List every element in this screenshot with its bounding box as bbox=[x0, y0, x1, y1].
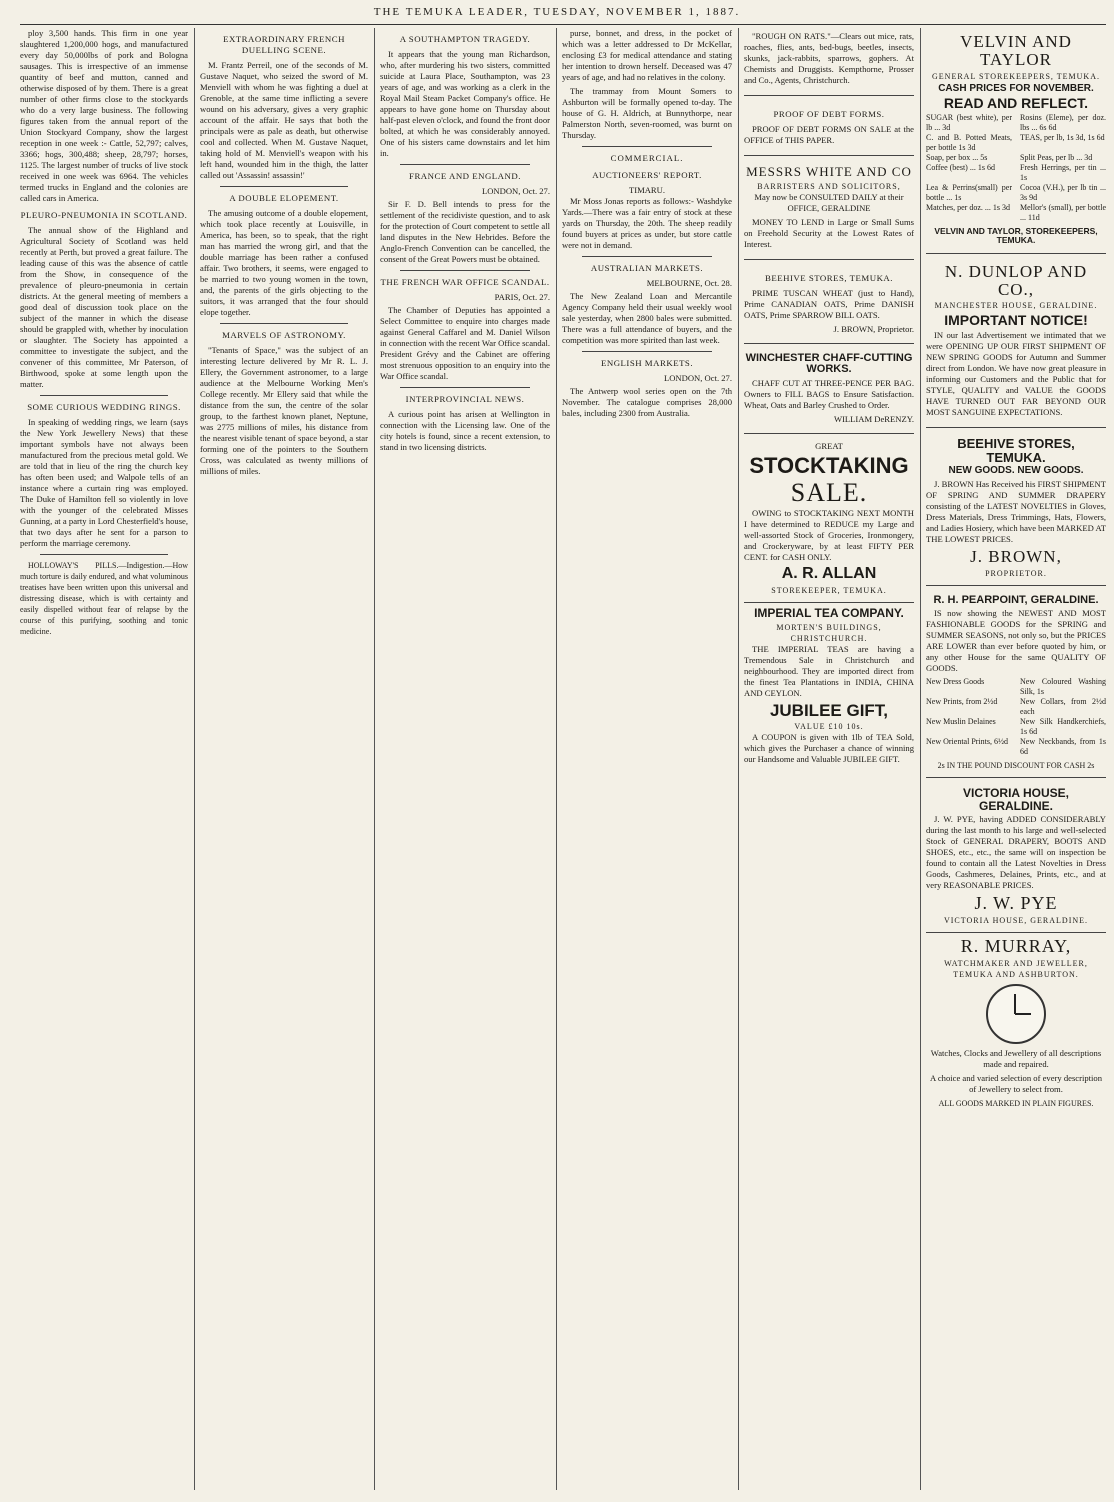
advertisement bbox=[744, 100, 914, 156]
divider bbox=[40, 554, 168, 555]
ad-kicker: GREAT bbox=[815, 440, 843, 451]
column-rule bbox=[920, 28, 921, 1490]
column-rule bbox=[556, 28, 557, 1490]
ad-heading: STOCKTAKING bbox=[749, 452, 909, 478]
ad-heading: J. BROWN, bbox=[970, 546, 1062, 566]
list-item: New Silk Handkerchiefs, 1s 6d bbox=[1020, 717, 1106, 737]
ad-signature: J. BROWN, Proprietor. bbox=[833, 323, 914, 334]
price-item: C. and B. Potted Meats, per bottle 1s 3d bbox=[926, 132, 1012, 152]
ad-text: IS now showing the NEWEST AND MOST FASHIONABLE GOODS for the SPRING and SUMMER SEASONS, not only so, but the PRICES ARE LOWER than ever before quoted by him, or any other House for the same QUALITY OF GOODS. bbox=[926, 608, 1106, 674]
list-item: New Prints, from 2½d bbox=[926, 697, 998, 707]
ad-text: CHAFF CUT AT THREE-PENCE PER BAG. Owners to FILL BAGS to Ensure Satisfaction. Wheat, Oats and Barley Crushed to Order. bbox=[744, 377, 914, 410]
article-heading: FRANCE AND ENGLAND. bbox=[409, 171, 521, 181]
article-heading: INTERPROVINCIAL NEWS. bbox=[405, 394, 525, 404]
column-3 bbox=[380, 28, 550, 1490]
ad-heading: BEEHIVE STORES, TEMUKA. bbox=[765, 272, 893, 283]
article-heading: ENGLISH MARKETS. bbox=[600, 358, 694, 368]
advertisement-holloway: HOLLOWAY'S PILLS.—Indigestion.—How much torture is daily endured, and what voluminous treatises have been written upon this universal and distressing disease, which is with certainty and easily dispelled without fear of relapse by the course of this purifying, soothing and tonic medicine. bbox=[20, 561, 188, 636]
ad-heading: WINCHESTER CHAFF-CUTTING WORKS. bbox=[745, 351, 913, 376]
article-paragraph: The annual show of the Highland and Agricultural Society of Scotland was held recently at Perth, but proved a great failure. The leading cause of this was the absence of cattle from the Show, in consequence of the prevalence of pleuro-pneumonia in certain districts. At the general meeting of members a good deal of discussion took place on the subject of the manner in which the disease should be grappled with, whether by inoculation or slaughter. The Society has appointed a committee to investigate the subject, and the convener of this committee, Mr Paterson, of Birthwood, spoke at some length upon the matter. bbox=[20, 225, 188, 389]
article-heading: A SOUTHAMPTON TRAGEDY. bbox=[399, 34, 531, 44]
divider bbox=[400, 164, 530, 165]
dateline: LONDON, Oct. 27. bbox=[481, 186, 550, 196]
ad-subheading: MANCHESTER HOUSE, GERALDINE. bbox=[934, 301, 1098, 311]
column-1 bbox=[20, 28, 188, 1490]
divider bbox=[582, 146, 712, 147]
ad-subheading: GENERAL STOREKEEPERS, TEMUKA. bbox=[932, 71, 1100, 81]
advertisement bbox=[744, 438, 914, 603]
price-item: Soap, per box ... 5s bbox=[926, 152, 988, 162]
ad-heading: J. W. PYE bbox=[974, 893, 1058, 914]
item-list bbox=[926, 677, 1106, 757]
ad-heading: R. MURRAY, bbox=[960, 936, 1072, 957]
price-item: SUGAR (best white), per lb ... 3d bbox=[926, 112, 1012, 132]
ad-footer: VELVIN AND TAYLOR, STOREKEEPERS, TEMUKA. bbox=[934, 225, 1098, 245]
price-item: Fresh Herrings, per tin ... 1s bbox=[1020, 162, 1106, 182]
ad-footer: 2s IN THE POUND DISCOUNT FOR CASH 2s bbox=[937, 761, 1095, 771]
dateline: PARIS, Oct. 27. bbox=[494, 292, 550, 302]
ad-text: "ROUGH ON RATS."—Clears out mice, rats, roaches, flies, ants, bed-bugs, beetles, insects, skunks, jack-rabbits, sparrows, gophers. At Chemists and Druggists. Kempthorne, Prosser and Co., Agents, Christchurch. bbox=[744, 31, 914, 85]
article-paragraph: "Tenants of Space," was the subject of an interesting lecture delivered by Mr R. L. J. Ellery, the Government astronomer, to a large audience at the Melbourne Working Men's College recently. Mr Ellery said that while the distance from the sun, the centre of the solar group, to the farthest known planet, Neptune, was 2775 millions of miles, his distance from the nearest visible tenant of space beyond, a star forming one of the pointers to the Southern Cross, was calculated as twenty millions of millions of miles. bbox=[200, 345, 368, 476]
price-item: Split Peas, per lb ... 3d bbox=[1020, 152, 1093, 162]
dateline: TIMARU. bbox=[628, 185, 666, 195]
ad-heading: VICTORIA HOUSE, GERALDINE. bbox=[962, 786, 1069, 813]
article-heading: MARVELS OF ASTRONOMY. bbox=[222, 330, 346, 340]
column-6 bbox=[926, 28, 1106, 1490]
article-heading: AUSTRALIAN MARKETS. bbox=[590, 263, 704, 273]
price-item: Rosins (Eleme), per doz. lbs ... 6s 6d bbox=[1020, 112, 1106, 132]
divider bbox=[220, 323, 348, 324]
ad-subheading: WATCHMAKER AND JEWELLER, bbox=[944, 959, 1088, 969]
column-rule bbox=[738, 28, 739, 1490]
advertisement bbox=[744, 28, 914, 96]
ad-text: J. BROWN Has Received his FIRST SHIPMENT OF SPRING AND SUMMER DRAPERY consisting of the LATEST NOVELTIES in Gloves, Dress Materials, Dress Trimmings, Hats, Flowers, and Ladies Hosiery, which have been MARKED AT THE LOWEST PRICES. bbox=[926, 478, 1106, 544]
ad-text: PROOF OF DEBT FORMS ON SALE at the OFFICE of THIS PAPER. bbox=[744, 124, 914, 145]
advertisement bbox=[926, 28, 1106, 254]
article-heading: A DOUBLE ELOPEMENT. bbox=[229, 193, 339, 203]
ad-subheading: TEMUKA AND ASHBURTON. bbox=[953, 970, 1079, 980]
divider bbox=[400, 387, 530, 388]
article-paragraph: The New Zealand Loan and Mercantile Agency Company held their usual weekly wool sale yesterday, when 2800 bales were submitted. There was a full attendance of buyers, and the competition was more spirited than last week. bbox=[562, 291, 732, 345]
advertisement bbox=[926, 432, 1106, 586]
price-list bbox=[926, 113, 1106, 223]
section-heading: COMMERCIAL. bbox=[610, 153, 684, 163]
article-paragraph: Sir F. D. Bell intends to press for the settlement of the recidiviste question, and to ask for the protection of Court competent to settle all land disputes in the New Hebrides. Before the Anglo-French Convention can be cancelled, the consent of the Great Powers must be obtained. bbox=[380, 199, 550, 264]
article-paragraph: The trammay from Mount Somers to Ashburton will be formally opened to-day. The house of G. H. Aldrich, at Bunnythorpe, near Palmerston North, seven-roomed, was burnt on Thursday. bbox=[562, 86, 732, 140]
ad-subheading: VICTORIA HOUSE, GERALDINE. bbox=[943, 916, 1089, 926]
ad-footer: ALL GOODS MARKED IN PLAIN FIGURES. bbox=[938, 1099, 1094, 1109]
list-item: New Coloured Washing Silk, 1s bbox=[1020, 677, 1106, 697]
divider bbox=[582, 256, 712, 257]
ad-subheading: PROPRIETOR. bbox=[985, 568, 1047, 578]
ad-heading: JUBILEE GIFT, bbox=[769, 700, 889, 720]
ad-text: MONEY TO LEND in Large or Small Sums on Freehold Security at the Lowest Rates of Interest. bbox=[744, 216, 914, 249]
divider bbox=[400, 270, 530, 271]
ad-signature: WILLIAM DeRENZY. bbox=[833, 413, 914, 424]
ad-text: PRIME TUSCAN WHEAT (just to Hand), Prime CANADIAN OATS, Prime DANISH OATS, Prime SPARROW BILL OATS. bbox=[744, 287, 914, 320]
column-5 bbox=[744, 28, 914, 1490]
article-paragraph: It appears that the young man Richardson, who, after murdering his two sisters, committed suicide at Laura Place, Southampton, was 23 years of age, and was working as a clerk in the Royal Mail Steam Packet Company's office. He appears to have gone home on Thursday about half-past eleven o'clock, and found the front door bolted, at which he was considerably annoyed. One of his sisters came downstairs and let him in. bbox=[380, 49, 550, 158]
ad-text: Watches, Clocks and Jewellery of all descriptions made and repaired. bbox=[930, 1048, 1102, 1070]
price-item: Cocoa (V.H.), per lb tin ... 3s 9d bbox=[1020, 182, 1106, 202]
list-item: New Oriental Prints, 6½d bbox=[926, 737, 1008, 747]
dateline: LONDON, Oct. 27. bbox=[663, 373, 732, 383]
price-item: Matches, per doz. ... 1s 3d bbox=[926, 202, 1010, 212]
ad-subheading: BARRISTERS AND SOLICITORS, bbox=[757, 181, 901, 191]
ad-text: J. W. PYE, having ADDED CONSIDERABLY during the last month to his large and well-selected Stock of GENERAL DRAPERY, BOOTS AND SHOES, etc., etc., the same will on inspection be found to contain all the Latest Novelties in Dress Goods, Cashmeres, Delaines, Prints, etc., and at very REASONABLE PRICES. bbox=[926, 814, 1106, 891]
ad-heading: N. DUNLOP AND CO., bbox=[944, 261, 1088, 299]
ad-subheading: STOREKEEPER, TEMUKA. bbox=[771, 585, 887, 595]
divider bbox=[220, 186, 348, 187]
article-paragraph: In speaking of wedding rings, we learn (says the New York Jewellery News) that these important symbols have not always been manufactured from the precious metal gold. We are told that in lieu of the ring the church key has often been used; and Walpole tells of an instance where a curtain ring was employed. The Duke of Hamilton fell so violently in love with the younger of the celebrated Misses Gunning, at a party in Lord Chesterfield's house, that two days after he sent for a parson to perform the marriage ceremony. bbox=[20, 417, 188, 548]
ad-heading: MESSRS WHITE AND CO bbox=[746, 164, 912, 179]
advertisement bbox=[926, 258, 1106, 428]
list-item: New Dress Goods bbox=[926, 677, 985, 687]
price-item: Mellor's (small), per bottle ... 11d bbox=[1020, 202, 1106, 222]
article-heading: PLEURO-PNEUMONIA IN SCOTLAND. bbox=[20, 210, 188, 220]
pocket-watch-icon bbox=[986, 984, 1046, 1044]
ad-subheading: VALUE £10 10s. bbox=[794, 722, 864, 732]
column-4 bbox=[562, 28, 732, 1490]
ad-heading: BEEHIVE STORES, TEMUKA. bbox=[957, 436, 1075, 465]
ad-subheading: MORTEN'S BUILDINGS, CHRISTCHURCH. bbox=[776, 622, 882, 643]
masthead-rule bbox=[20, 24, 1106, 25]
price-item: Coffee (best) ... 1s 6d bbox=[926, 162, 995, 172]
ad-heading: CASH PRICES FOR NOVEMBER. bbox=[938, 82, 1094, 94]
article-paragraph: The Antwerp wool series open on the 7th November. The catalogue comprises 28,000 bales, including 2300 from Australia. bbox=[562, 386, 732, 418]
article-paragraph: The Chamber of Deputies has appointed a Select Committee to enquire into charges made against General Caffarel and M. Daniel Wilson in connection with the recent War Office scandal. President Grévy and the Cabinet are offering most strenuous opposition to an enquiry into the War Office scandal. bbox=[380, 305, 550, 381]
ad-text: A choice and varied selection of every description of Jewellery to select from. bbox=[929, 1073, 1103, 1095]
ad-heading: IMPORTANT NOTICE! bbox=[944, 312, 1088, 329]
list-item: New Collars, from 2½d each bbox=[1020, 697, 1106, 717]
masthead: THE TEMUKA LEADER, TUESDAY, NOVEMBER 1, 1887. bbox=[373, 6, 741, 18]
article-paragraph: purse, bonnet, and dress, in the pocket of which was a letter addressed to Dr McKellar, enclosing £3 for medical attendance and stating her intention to drown herself. Deceased was 47 years of age, and had no relatives in the colony. bbox=[562, 28, 732, 82]
price-item: TEAS, per lb, 1s 3d, 1s 6d bbox=[1020, 132, 1105, 142]
ad-text: OWING to STOCKTAKING NEXT MONTH I have determined to REDUCE my Large and well-assorted Stock of Groceries, Ironmongery, and Crockeryware, by at least FIFTY PER CENT. for CASH ONLY. bbox=[744, 508, 914, 563]
ad-heading: R. H. PEARPOINT, GERALDINE. bbox=[933, 593, 1099, 606]
article-paragraph: M. Frantz Perreil, one of the seconds of M. Gustave Naquet, who seized the sword of M. Menviell with whom he was fighting a duel at Grenoble, at the same time inflicting a severe wound on his adversary, gives a very graphic account of the affair. He says that both the principals were as pale as death, but otherwise cool and collected. When M. Gustave Naquet, taking hold of M. Menviell's weapon with his left hand, wounded him in the thigh, the latter called out 'Assassin! assassin!' bbox=[200, 60, 368, 180]
list-item: New Muslin Delaines bbox=[926, 717, 996, 727]
list-item: New Neckbands, from 1s 6d bbox=[1020, 737, 1106, 757]
ad-text: THE IMPERIAL TEAS are having a Tremendous Sale in Christchurch and neighbourhood. They are imported direct from the finest Tea Plantations in INDIA, CHINA AND CEYLON. bbox=[744, 643, 914, 698]
ad-heading: PROOF OF DEBT FORMS. bbox=[773, 109, 885, 119]
advertisement bbox=[744, 160, 914, 260]
article-paragraph: ploy 3,500 hands. This firm in one year slaughtered 1,200,000 hogs, and manufactured every day 50,000lbs of pork and Bologna sausages. This is irrespective of an immense quantity of beef and mutton, canned and otherwise disposed of by them. There is a great number of other firms close to the stockyards who do a very large business. The following figures taken from the annual report of the Union Stockyard Company, show the largest reception in one week :- Cattle, 52,797; calves, 3366; hogs, 300,488; sheep, 28,797; horses, 1125. The largest number of trucks of live stock received in one week was 6964. The vehicles termed trucks in England and the colonies are called cars in America. bbox=[20, 28, 188, 203]
article-paragraph: Mr Moss Jonas reports as follows:- Washdyke Yards.—There was a fair entry of stock at these yards on Thursday, the 20th. The sheep readily found buyers at prices as under, but store cattle were not in demand. bbox=[562, 196, 732, 250]
article-heading: SOME CURIOUS WEDDING RINGS. bbox=[27, 402, 181, 412]
ad-text: IN our last Advertisement we intimated that we were OPENING UP OUR FIRST SHIPMENT OF NEW SPRING GOODS for Autumn and Summer direct from London. We have now great pleasure in informing our Customers and the Public that for STYLE, QUALITY and VALUE the GOODS HAVE TURNED OUT FAR BEYOND OUR MOST SANGUINE EXPECTATIONS. bbox=[926, 330, 1106, 418]
price-item: Lea & Perrins(small) per bottle ... 1s bbox=[926, 182, 1012, 202]
ad-text: A COUPON is given with 1lb of TEA Sold, which gives the Purchaser a chance of winning our Handsome and Valuable JUBILEE GIFT. bbox=[744, 732, 914, 765]
column-2 bbox=[200, 28, 368, 1490]
ad-heading: READ AND REFLECT. bbox=[943, 95, 1089, 112]
ad-subheading: NEW GOODS. NEW GOODS. bbox=[948, 465, 1084, 477]
article-paragraph: The amusing outcome of a double elopement, which took place recently at Louisville, in America, has been, so to speak, that the right man has married the wrong girl, and that the double marriage has been rather a confused affair. Two brothers, it seems, were engaged to be married to two young women in the town, and, the parents of the girls objecting to the suitors, it was arranged that the four should elope together. bbox=[200, 208, 368, 317]
advertisement bbox=[926, 937, 1106, 1109]
divider bbox=[582, 351, 712, 352]
dateline: MELBOURNE, Oct. 28. bbox=[646, 278, 732, 288]
article-heading: AUCTIONEERS' REPORT. bbox=[592, 170, 702, 180]
article-heading: EXTRAORDINARY FRENCH DUELLING SCENE. bbox=[223, 34, 345, 55]
ad-text: May now be CONSULTED DAILY at their OFFICE, GERALDINE bbox=[754, 191, 904, 213]
advertisement bbox=[744, 607, 914, 765]
article-paragraph: A curious point has arisen at Wellington in connection with the Licensing law. One of the city hotels is found, since a recent extension, to stand in two licensing districts. bbox=[380, 409, 550, 452]
advertisement bbox=[926, 782, 1106, 933]
column-rule bbox=[194, 28, 195, 1490]
ad-heading: SALE. bbox=[790, 477, 868, 507]
advertisement bbox=[744, 264, 914, 344]
ad-heading: IMPERIAL TEA COMPANY. bbox=[754, 605, 904, 620]
column-rule bbox=[374, 28, 375, 1490]
ad-heading: VELVIN AND TAYLOR bbox=[960, 32, 1072, 69]
article-heading: THE FRENCH WAR OFFICE SCANDAL. bbox=[380, 277, 550, 287]
divider bbox=[40, 395, 168, 396]
advertisement bbox=[926, 590, 1106, 779]
advertisement bbox=[744, 348, 914, 434]
ad-heading: A. R. ALLAN bbox=[781, 565, 877, 583]
